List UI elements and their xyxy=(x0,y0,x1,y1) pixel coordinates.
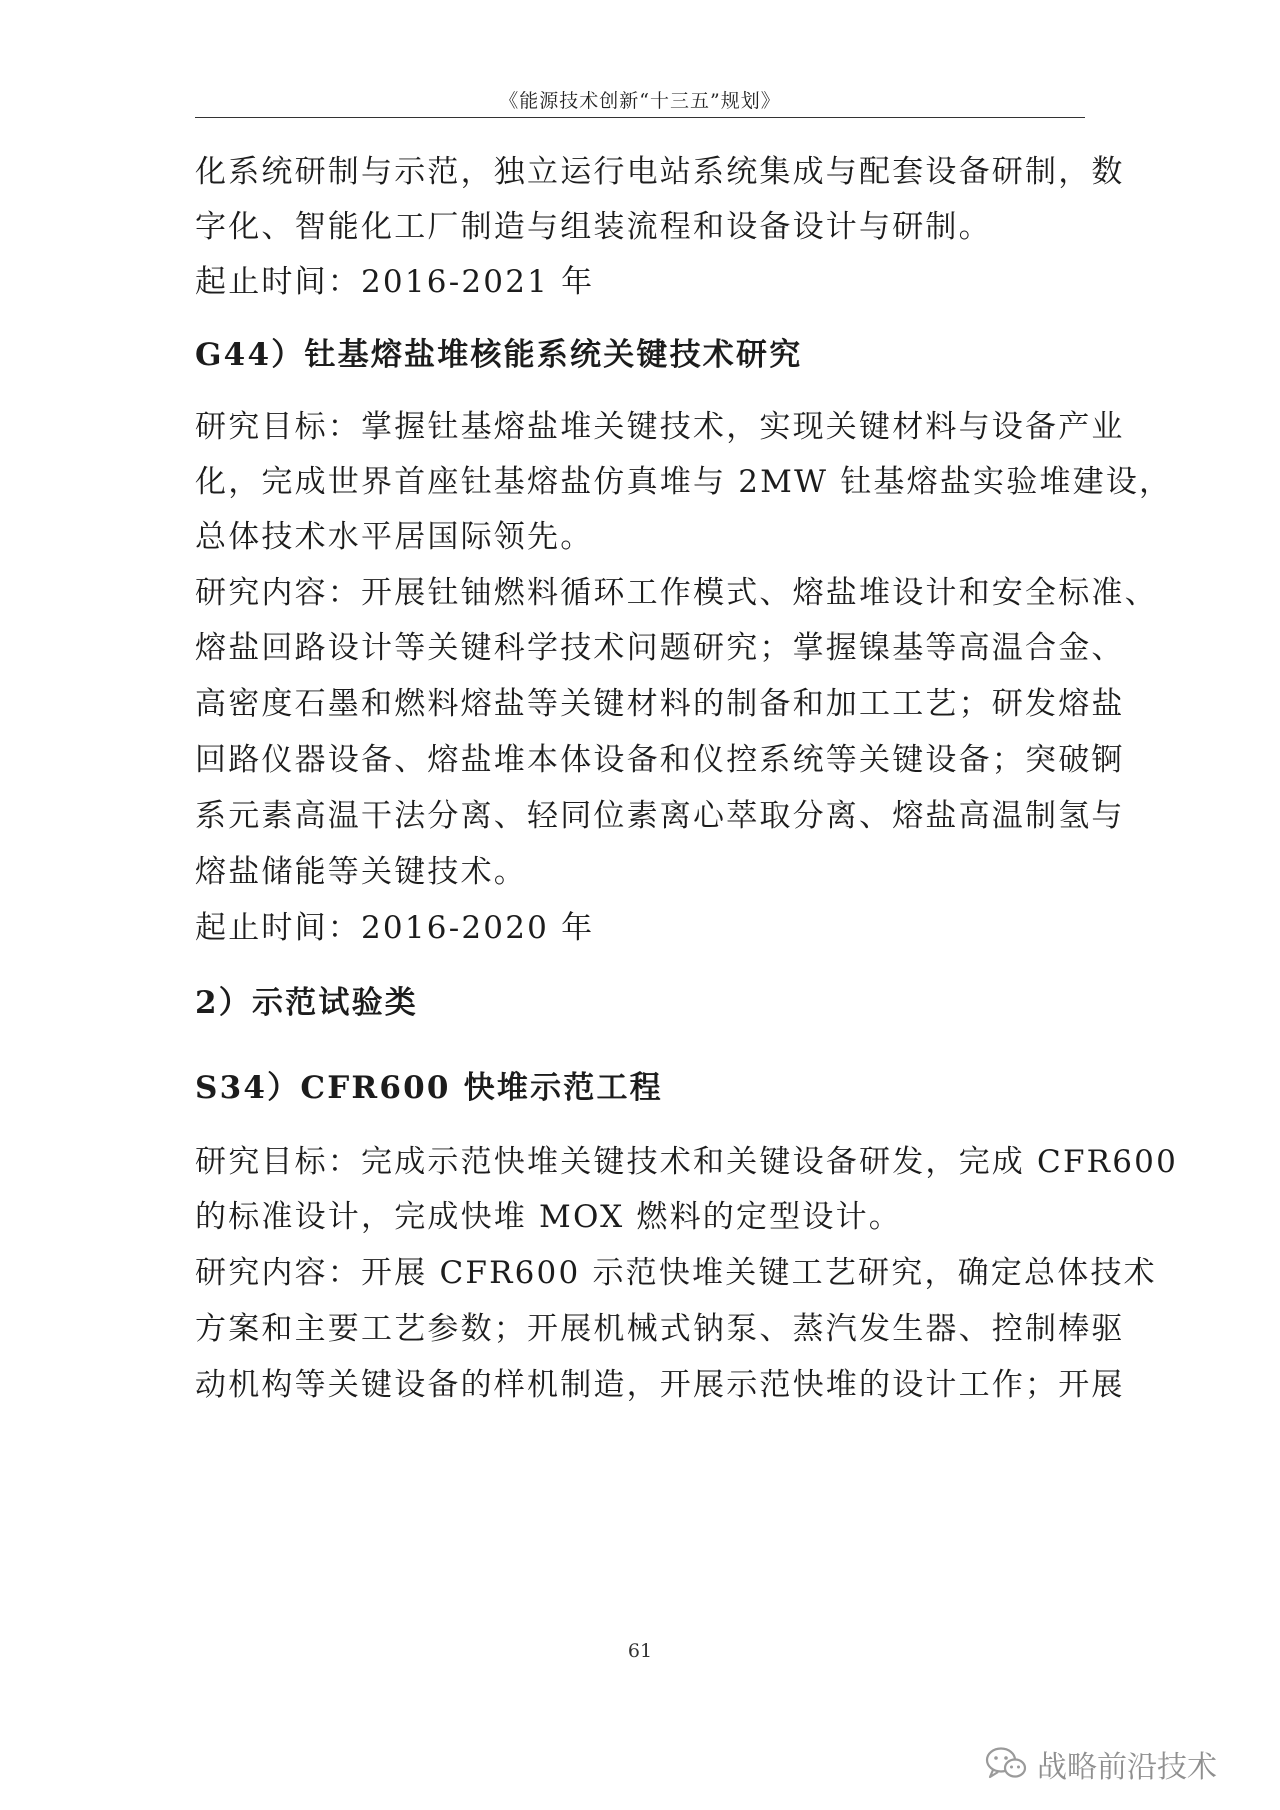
header-title: 《能源技术创新“十三五”规划》 xyxy=(499,90,781,112)
body-line: 研究目标：完成示范快堆关键技术和关键设备研发，完成 CFR600 xyxy=(195,1144,1178,1180)
body-line: 起止时间：2016-2020 年 xyxy=(195,910,595,946)
body-line: 化系统研制与示范，独立运行电站系统集成与配套设备研制，数 xyxy=(195,154,1125,190)
watermark xyxy=(985,1744,1217,1784)
body-line: 系元素高温干法分离、轻同位素离心萃取分离、熔盐高温制氢与 xyxy=(195,798,1125,834)
body-line: 研究目标：掌握钍基熔盐堆关键技术，实现关键材料与设备产业 xyxy=(195,409,1125,445)
watermark-text: 战略前沿技术 xyxy=(1037,1750,1217,1785)
section-heading: S34）CFR600 快堆示范工程 xyxy=(195,1070,663,1106)
body-line: 方案和主要工艺参数；开展机械式钠泵、蒸汽发生器、控制棒驱 xyxy=(195,1311,1125,1347)
body-line: 字化、智能化工厂制造与组装流程和设备设计与研制。 xyxy=(195,209,992,245)
body-line: 高密度石墨和燃料熔盐等关键材料的制备和加工工艺；研发熔盐 xyxy=(195,686,1125,722)
body-line: 起止时间：2016-2021 年 xyxy=(195,264,595,300)
body-line: 研究内容：开展 CFR600 示范快堆关键工艺研究，确定总体技术 xyxy=(195,1255,1157,1291)
wechat-icon xyxy=(985,1746,1027,1782)
body-line: 研究内容：开展钍铀燃料循环工作模式、熔盐堆设计和安全标准、 xyxy=(195,575,1158,611)
body-line: 总体技术水平居国际领先。 xyxy=(195,519,594,555)
body-line: 动机构等关键设备的样机制造，开展示范快堆的设计工作；开展 xyxy=(195,1367,1125,1403)
body-line: 化，完成世界首座钍基熔盐仿真堆与 2MW 钍基熔盐实验堆建设， xyxy=(195,464,1173,500)
body-line: 熔盐回路设计等关键科学技术问题研究；掌握镍基等高温合金、 xyxy=(195,630,1125,666)
body-line: 的标准设计，完成快堆 MOX 燃料的定型设计。 xyxy=(195,1199,902,1235)
section-heading: 2）示范试验类 xyxy=(195,985,418,1021)
section-heading: G44）钍基熔盐堆核能系统关键技术研究 xyxy=(195,337,803,373)
body-line: 回路仪器设备、熔盐堆本体设备和仪控系统等关键设备；突破锕 xyxy=(195,742,1125,778)
header-divider xyxy=(195,117,1085,118)
body-line: 熔盐储能等关键技术。 xyxy=(195,854,527,890)
page-number: 61 xyxy=(627,1640,653,1662)
